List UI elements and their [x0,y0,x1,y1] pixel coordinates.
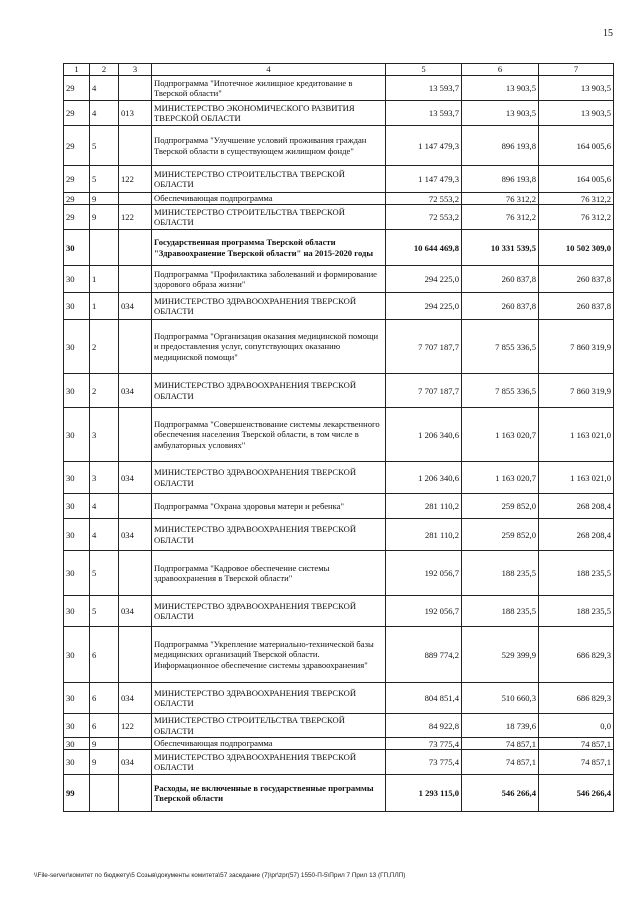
program-code-cell: 30 [64,627,90,683]
amount-2020-cell: 546 266,4 [539,775,614,812]
table-row [64,494,614,519]
program-code-cell: 29 [64,76,90,101]
amount-2018-cell: 73 775,4 [386,738,462,750]
amount-2020-cell: 0,0 [539,714,614,738]
subprogram-code-cell: 4 [90,494,119,519]
amount-2018-cell: 7 707 187,7 [386,374,462,408]
name-cell: Подпрограмма "Охрана здоровья матери и ребенка" [152,494,386,519]
name-cell: МИНИСТЕРСТВО ЗДРАВООХРАНЕНИЯ ТВЕРСКОЙ ОБЛАСТИ [152,683,386,714]
header-row [64,64,614,76]
admin-code-cell [119,738,152,750]
program-code-cell: 30 [64,230,90,266]
amount-2020-cell: 164 005,6 [539,126,614,166]
name-cell: Подпрограмма "Улучшение условий проживания граждан Тверской области в существующем жилищном фонде" [152,126,386,166]
amount-2018-cell: 73 775,4 [386,750,462,775]
name-cell: МИНИСТЕРСТВО ЗДРАВООХРАНЕНИЯ ТВЕРСКОЙ ОБЛАСТИ [152,462,386,494]
amount-2018-cell: 13 593,7 [386,101,462,126]
program-code-cell: 30 [64,293,90,320]
amount-2018-cell: 281 110,2 [386,519,462,551]
amount-2020-cell: 188 235,5 [539,596,614,627]
admin-code-cell: 034 [119,293,152,320]
amount-2018-cell: 72 553,2 [386,193,462,205]
name-cell: Подпрограмма "Профилактика заболеваний и формирование здорового образа жизни" [152,266,386,293]
subprogram-code-cell: 5 [90,126,119,166]
subprogram-code-cell: 9 [90,205,119,230]
program-code-cell: 29 [64,126,90,166]
admin-code-cell [119,193,152,205]
amount-2019-cell: 546 266,4 [462,775,539,812]
subprogram-code-cell: 1 [90,293,119,320]
table-row [64,205,614,230]
table-row [64,519,614,551]
amount-2020-cell: 7 860 319,9 [539,374,614,408]
name-cell: Подпрограмма "Кадровое обеспечение системы здравоохранения в Тверской области" [152,551,386,596]
page-number: 15 [603,28,613,39]
name-cell: Обеспечивающая подпрограмма [152,738,386,750]
column-header: 1 [64,64,90,76]
admin-code-cell: 034 [119,596,152,627]
admin-code-cell: 034 [119,374,152,408]
admin-code-cell: 034 [119,462,152,494]
table-row [64,627,614,683]
subprogram-code-cell [90,230,119,266]
column-header: 5 [386,64,462,76]
subprogram-code-cell: 4 [90,519,119,551]
subprogram-code-cell: 9 [90,193,119,205]
amount-2019-cell: 259 852,0 [462,494,539,519]
amount-2020-cell: 260 837,8 [539,266,614,293]
subprogram-code-cell: 6 [90,714,119,738]
amount-2018-cell: 10 644 469,8 [386,230,462,266]
subprogram-code-cell: 4 [90,76,119,101]
admin-code-cell [119,551,152,596]
amount-2018-cell: 1 147 479,3 [386,126,462,166]
admin-code-cell [119,126,152,166]
amount-2018-cell: 192 056,7 [386,551,462,596]
subprogram-code-cell: 5 [90,166,119,193]
amount-2020-cell: 1 163 021,0 [539,408,614,462]
amount-2019-cell: 18 739,6 [462,714,539,738]
name-cell: Подпрограмма "Совершенствование системы лекарственного обеспечения населения Тверской области, в том числе в амбулаторных условиях" [152,408,386,462]
table-row [64,374,614,408]
amount-2020-cell: 13 903,5 [539,76,614,101]
amount-2019-cell: 74 857,1 [462,750,539,775]
table-row [64,166,614,193]
name-cell: МИНИСТЕРСТВО СТРОИТЕЛЬСТВА ТВЕРСКОЙ ОБЛАСТИ [152,714,386,738]
amount-2020-cell: 7 860 319,9 [539,320,614,374]
amount-2019-cell: 896 193,8 [462,126,539,166]
program-code-cell: 29 [64,193,90,205]
footer-file-path: \\File-server\комитет по бюджету\5 Созыв\документы комитета\57 заседание (7)\pr\zpr(57) 1550-П-5\Прил 7 Прил 13 (ГП,ПЛП) [34,872,406,879]
amount-2020-cell: 74 857,1 [539,738,614,750]
table-row [64,76,614,101]
table-row [64,266,614,293]
column-header: 6 [462,64,539,76]
amount-2019-cell: 10 331 539,5 [462,230,539,266]
program-code-cell: 99 [64,775,90,812]
table-row [64,738,614,750]
amount-2019-cell: 896 193,8 [462,166,539,193]
admin-code-cell [119,627,152,683]
admin-code-cell: 034 [119,519,152,551]
amount-2018-cell: 13 593,7 [386,76,462,101]
table-row [64,101,614,126]
table-row [64,462,614,494]
program-code-cell: 30 [64,714,90,738]
program-code-cell: 30 [64,596,90,627]
amount-2020-cell: 686 829,3 [539,683,614,714]
table-row [64,193,614,205]
amount-2020-cell: 260 837,8 [539,293,614,320]
amount-2019-cell: 74 857,1 [462,738,539,750]
program-code-cell: 30 [64,462,90,494]
amount-2020-cell: 76 312,2 [539,205,614,230]
amount-2019-cell: 510 660,3 [462,683,539,714]
program-code-cell: 30 [64,750,90,775]
amount-2018-cell: 84 922,8 [386,714,462,738]
program-code-cell: 30 [64,551,90,596]
admin-code-cell: 034 [119,683,152,714]
table-row [64,596,614,627]
subprogram-code-cell: 4 [90,101,119,126]
amount-2019-cell: 7 855 336,5 [462,374,539,408]
program-code-cell: 30 [64,738,90,750]
admin-code-cell [119,230,152,266]
program-code-cell: 30 [64,374,90,408]
amount-2020-cell: 13 903,5 [539,101,614,126]
program-code-cell: 30 [64,266,90,293]
subprogram-code-cell: 6 [90,683,119,714]
name-cell: Подпрограмма "Ипотечное жилищное кредитование в Тверской области" [152,76,386,101]
amount-2020-cell: 76 312,2 [539,193,614,205]
table-row [64,683,614,714]
name-cell: Государственная программа Тверской области "Здравоохранение Тверской области" на 2015-2020 годы [152,230,386,266]
amount-2018-cell: 294 225,0 [386,266,462,293]
name-cell: МИНИСТЕРСТВО СТРОИТЕЛЬСТВА ТВЕРСКОЙ ОБЛАСТИ [152,205,386,230]
subprogram-code-cell: 9 [90,738,119,750]
subprogram-code-cell: 9 [90,750,119,775]
budget-table [63,63,614,812]
amount-2020-cell: 10 502 309,0 [539,230,614,266]
name-cell: МИНИСТЕРСТВО ЗДРАВООХРАНЕНИЯ ТВЕРСКОЙ ОБЛАСТИ [152,519,386,551]
admin-code-cell [119,76,152,101]
program-code-cell: 29 [64,205,90,230]
name-cell: Подпрограмма "Организация оказания медицинской помощи и предоставления услуг, сопутствующих оказанию медицинской помощи" [152,320,386,374]
amount-2019-cell: 529 399,9 [462,627,539,683]
amount-2018-cell: 1 147 479,3 [386,166,462,193]
amount-2019-cell: 188 235,5 [462,596,539,627]
column-header: 7 [539,64,614,76]
admin-code-cell: 122 [119,714,152,738]
subprogram-code-cell: 2 [90,374,119,408]
name-cell: Обеспечивающая подпрограмма [152,193,386,205]
admin-code-cell: 122 [119,166,152,193]
amount-2018-cell: 1 206 340,6 [386,462,462,494]
amount-2020-cell: 268 208,4 [539,494,614,519]
table-row [64,293,614,320]
amount-2019-cell: 7 855 336,5 [462,320,539,374]
amount-2018-cell: 1 206 340,6 [386,408,462,462]
amount-2020-cell: 1 163 021,0 [539,462,614,494]
table-row [64,750,614,775]
amount-2018-cell: 72 553,2 [386,205,462,230]
amount-2019-cell: 260 837,8 [462,293,539,320]
amount-2019-cell: 76 312,2 [462,205,539,230]
admin-code-cell: 013 [119,101,152,126]
program-code-cell: 30 [64,519,90,551]
amount-2018-cell: 281 110,2 [386,494,462,519]
amount-2018-cell: 804 851,4 [386,683,462,714]
subprogram-code-cell: 1 [90,266,119,293]
amount-2019-cell: 13 903,5 [462,101,539,126]
amount-2020-cell: 164 005,6 [539,166,614,193]
table-row [64,408,614,462]
name-cell: МИНИСТЕРСТВО СТРОИТЕЛЬСТВА ТВЕРСКОЙ ОБЛАСТИ [152,166,386,193]
amount-2018-cell: 1 293 115,0 [386,775,462,812]
admin-code-cell: 122 [119,205,152,230]
program-code-cell: 30 [64,494,90,519]
name-cell: МИНИСТЕРСТВО ЭКОНОМИЧЕСКОГО РАЗВИТИЯ ТВЕРСКОЙ ОБЛАСТИ [152,101,386,126]
name-cell: МИНИСТЕРСТВО ЗДРАВООХРАНЕНИЯ ТВЕРСКОЙ ОБЛАСТИ [152,293,386,320]
amount-2018-cell: 7 707 187,7 [386,320,462,374]
table-row [64,230,614,266]
name-cell: Расходы, не включенные в государственные программы Тверской области [152,775,386,812]
column-header: 3 [119,64,152,76]
subprogram-code-cell: 3 [90,462,119,494]
amount-2018-cell: 889 774,2 [386,627,462,683]
name-cell: Подпрограмма "Укрепление материально-технической базы медицинских организаций Тверской области. Информационное обеспечение системы здравоохранения" [152,627,386,683]
amount-2019-cell: 76 312,2 [462,193,539,205]
admin-code-cell [119,408,152,462]
amount-2019-cell: 188 235,5 [462,551,539,596]
amount-2019-cell: 13 903,5 [462,76,539,101]
amount-2019-cell: 1 163 020,7 [462,462,539,494]
amount-2019-cell: 260 837,8 [462,266,539,293]
admin-code-cell [119,266,152,293]
subprogram-code-cell: 5 [90,551,119,596]
amount-2020-cell: 686 829,3 [539,627,614,683]
subprogram-code-cell: 5 [90,596,119,627]
program-code-cell: 30 [64,408,90,462]
subprogram-code-cell [90,775,119,812]
table-row [64,551,614,596]
subprogram-code-cell: 3 [90,408,119,462]
subprogram-code-cell: 6 [90,627,119,683]
table-row [64,775,614,812]
amount-2020-cell: 188 235,5 [539,551,614,596]
amount-2020-cell: 268 208,4 [539,519,614,551]
program-code-cell: 30 [64,683,90,714]
table-row [64,320,614,374]
name-cell: МИНИСТЕРСТВО ЗДРАВООХРАНЕНИЯ ТВЕРСКОЙ ОБЛАСТИ [152,596,386,627]
program-code-cell: 30 [64,320,90,374]
name-cell: МИНИСТЕРСТВО ЗДРАВООХРАНЕНИЯ ТВЕРСКОЙ ОБЛАСТИ [152,750,386,775]
admin-code-cell [119,320,152,374]
amount-2019-cell: 1 163 020,7 [462,408,539,462]
admin-code-cell [119,775,152,812]
admin-code-cell [119,494,152,519]
subprogram-code-cell: 2 [90,320,119,374]
admin-code-cell: 034 [119,750,152,775]
program-code-cell: 29 [64,166,90,193]
column-header: 2 [90,64,119,76]
amount-2019-cell: 259 852,0 [462,519,539,551]
table-row [64,714,614,738]
amount-2018-cell: 294 225,0 [386,293,462,320]
name-cell: МИНИСТЕРСТВО ЗДРАВООХРАНЕНИЯ ТВЕРСКОЙ ОБЛАСТИ [152,374,386,408]
table-row [64,126,614,166]
column-header: 4 [152,64,386,76]
program-code-cell: 29 [64,101,90,126]
amount-2020-cell: 74 857,1 [539,750,614,775]
amount-2018-cell: 192 056,7 [386,596,462,627]
